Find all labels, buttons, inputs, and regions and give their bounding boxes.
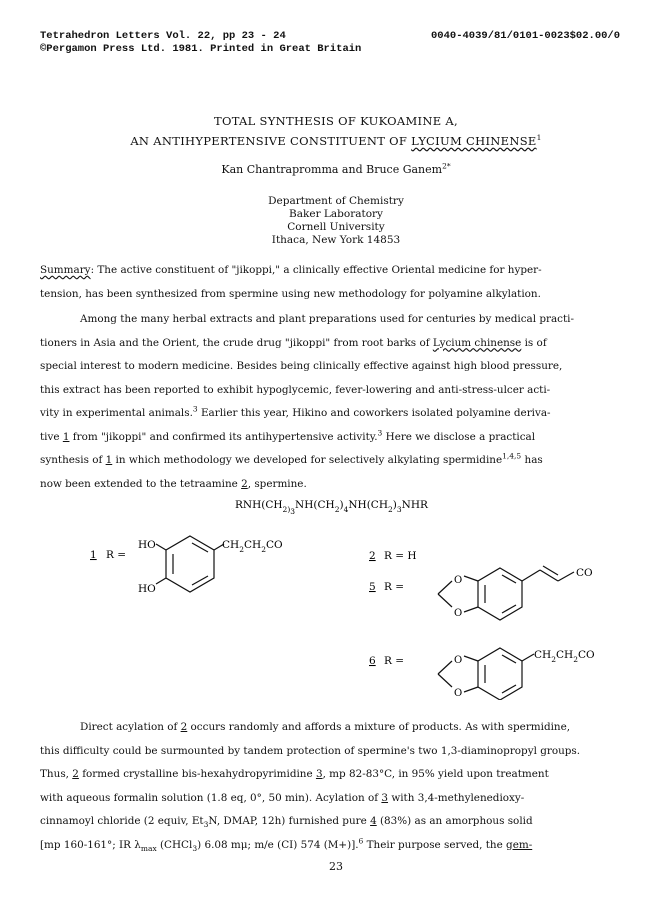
- compound-number: 2: [72, 768, 79, 780]
- text-line: Thus,: [40, 768, 73, 780]
- affiliation-lab: Baker Laboratory: [289, 208, 383, 220]
- text-line: this extract has been reported to exhibit hypoglycemic, fever-lowering and anti-stress-ulcer acti-: [40, 383, 551, 396]
- title-line-1: TOTAL SYNTHESIS OF KUKOAMINE A,: [214, 114, 458, 128]
- body-paragraph-2: [40, 716, 634, 857]
- summary-text-1: : The active constituent of "jikoppi," a clinically effective Oriental medicine for hyper-: [90, 264, 542, 276]
- journal-citation: Tetrahedron Letters Vol. 22, pp 23 - 24: [40, 30, 286, 42]
- text-line: now been extended to the tetraamine: [40, 477, 242, 490]
- affiliation-city: Ithaca, New York 14853: [271, 234, 401, 246]
- text-line: with aqueous formalin solution (1.8 eq, 0°, 50 min). Acylation of: [40, 791, 382, 804]
- oxygen-atom: O: [454, 575, 463, 586]
- subscript: 3: [203, 820, 209, 830]
- compound-6-label: 6: [369, 655, 376, 667]
- text-line: , spermine.: [247, 477, 307, 490]
- text-line: Here we disclose a practical: [382, 430, 536, 443]
- compound-5-label: 5: [369, 581, 376, 593]
- oxygen-atom: O: [454, 655, 463, 666]
- side-chain-1: $CH_2CH_2CO$: [222, 539, 283, 554]
- ref-mark: 3: [377, 428, 383, 438]
- text-line: synthesis of: [40, 454, 106, 466]
- text-line: Among the many herbal extracts and plant preparations used for centuries by medical practi-: [80, 313, 574, 325]
- affiliation-dept: Department of Chemistry: [268, 195, 404, 207]
- title-ref: 1: [536, 133, 542, 143]
- text-line: occurs randomly and affords a mixture of products. As with spermidine,: [187, 721, 571, 733]
- compound-2-label: 2: [369, 550, 376, 562]
- chemical-scheme: [0, 488, 672, 700]
- species-name: LYCIUM CHINENSE: [411, 134, 537, 148]
- affiliation-university: Cornell University: [287, 221, 385, 233]
- body-paragraph-1: [40, 308, 634, 496]
- page-number: 23: [329, 860, 343, 873]
- r-equals-6: R =: [384, 655, 405, 667]
- text-line: Their purpose served, the: [363, 838, 507, 851]
- r-equals-h: R = H: [384, 550, 417, 562]
- r-equals: R =: [106, 549, 127, 561]
- text-line: tioners in Asia and the Orient, the crude drug "jikoppi" from root barks of: [40, 336, 433, 349]
- ref-mark: 1,4,5: [502, 451, 522, 461]
- text-line: special interest to modern medicine. Besides being clinically effective against high blood pressure,: [40, 360, 563, 372]
- ref-mark: 6: [358, 836, 364, 846]
- text-line: vity in experimental animals.: [40, 407, 193, 419]
- oxygen-atom: O: [454, 688, 463, 699]
- compound-1-label: 1: [90, 549, 97, 561]
- side-chain-6: $CH_2CH_2CO$: [534, 649, 595, 664]
- compound-number: 3: [381, 791, 389, 804]
- compound-number: 1: [62, 430, 70, 443]
- text-line: Earlier this year, Hikino and coworkers isolated polyamine deriva-: [197, 407, 551, 419]
- species-name-inline: Lycium chinense: [432, 336, 522, 349]
- summary-text-2: tension, has been synthesized from spermine using new methodology for polyamine alkylation.: [40, 287, 541, 300]
- text-line: N, DMAP, 12h) furnished pure: [208, 815, 371, 827]
- text-line: is of: [521, 336, 547, 349]
- compound-number: 2: [241, 477, 248, 490]
- r-equals-5: R =: [384, 581, 405, 593]
- text-line: has: [521, 454, 543, 466]
- summary-label: Summary: [40, 264, 91, 276]
- summary: [40, 259, 634, 306]
- text-line: tive: [40, 430, 63, 443]
- compound-number: 1: [105, 454, 113, 466]
- title-prefix: AN ANTIHYPERTENSIVE CONSTITUENT OF: [130, 134, 408, 148]
- text-line: gem-: [506, 838, 533, 851]
- subscript: max: [140, 843, 157, 853]
- text-line: formed crystalline bis-hexahydropyrimidine: [78, 768, 316, 780]
- oxygen-atom: O: [454, 608, 463, 619]
- ho-group-1: HO: [138, 539, 156, 551]
- text-line: ) 6.08 mμ; m/e (CI) 574 (M+)].: [197, 838, 359, 851]
- authors: [0, 163, 672, 176]
- text-line: (CHCl: [156, 838, 193, 851]
- ho-group-2: HO: [138, 583, 156, 595]
- text-line: [mp 160-161°; IR λ: [40, 838, 141, 851]
- text-line: , mp 82-83°C, in 95% yield upon treatment: [322, 768, 549, 780]
- subscript: 3: [192, 843, 198, 853]
- text-line: in which methodology we developed for selectively alkylating spermidine: [112, 454, 503, 466]
- carbonyl-5: CO: [576, 567, 593, 579]
- copyright-line: ©Pergamon Press Ltd. 1981. Printed in Great Britain: [40, 43, 362, 55]
- author-names: Kan Chantrapromma and Bruce Ganem: [221, 163, 443, 176]
- catechol-ring: [156, 536, 224, 592]
- text-line: Direct acylation of: [80, 721, 181, 733]
- author-ref: 2*: [442, 161, 451, 171]
- compound-number: 2: [180, 721, 188, 733]
- general-formula: $RNH(CH_2)3NH(CH_2)_4NH(CH_2)_3NHR$: [235, 499, 428, 516]
- article-code: 0040-4039/81/0101-0023$02.00/0: [431, 30, 621, 42]
- text-line: this difficulty could be surmounted by tandem protection of spermine's two 1,3-diaminopropyl groups.: [40, 744, 581, 757]
- text-line: from "jikoppi" and confirmed its antihypertensive activity.: [69, 430, 378, 443]
- methylenedioxy-ring-6: [438, 648, 534, 700]
- text-line: cinnamoyl chloride (2 equiv, Et: [40, 815, 204, 827]
- text-line: with 3,4-methylenedioxy-: [388, 791, 525, 804]
- compound-number: 3: [315, 768, 323, 780]
- compound-number: 4: [370, 815, 377, 827]
- text-line: (83%) as an amorphous solid: [376, 815, 533, 827]
- title-line-2: [0, 134, 672, 148]
- ref-mark: 3: [192, 404, 198, 414]
